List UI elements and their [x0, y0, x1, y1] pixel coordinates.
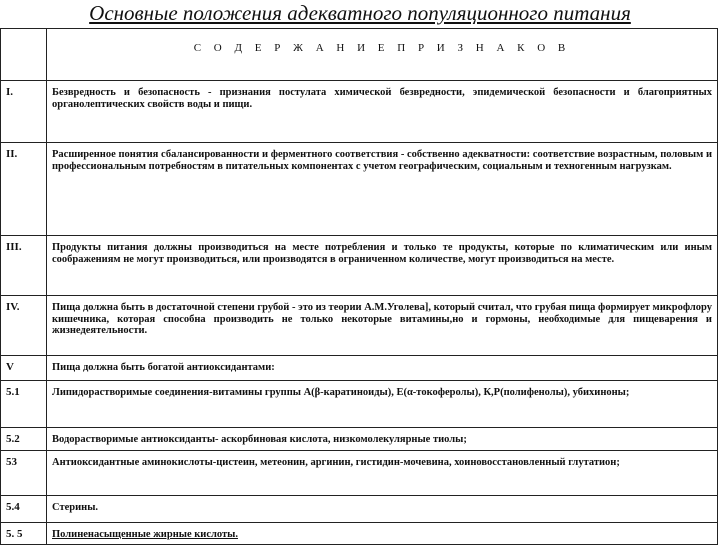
- principles-table: [0, 28, 718, 545]
- table-header-row: [1, 29, 718, 81]
- table-row: [1, 428, 718, 451]
- table-row: [1, 451, 718, 496]
- row-number: V: [1, 356, 47, 381]
- row-number: 5.2: [1, 428, 47, 451]
- row-text: Водорастворимые антиоксиданты- аскорбиновая кислота, низкомолекулярные тиолы;: [47, 428, 718, 451]
- row-text-underlined: Полиненасыщенные жирные кислоты.: [52, 529, 238, 540]
- table-row: [1, 381, 718, 428]
- row-text: [47, 523, 718, 545]
- row-text: Безвредность и безопасность - признания постулата химической безвредности, эпидемической безопасности и благоприятных органолептических свойств воды и пищи.: [47, 81, 718, 143]
- row-number: 5.1: [1, 381, 47, 428]
- row-number: I.: [1, 81, 47, 143]
- page-title: Основные положения адекватного популяционного питания: [89, 1, 631, 25]
- table-row: [1, 81, 718, 143]
- row-number: II.: [1, 143, 47, 236]
- row-number: 5. 5: [1, 523, 47, 545]
- row-number: 53: [1, 451, 47, 496]
- table-row: [1, 356, 718, 381]
- row-text: Расширенное понятия сбалансированности и ферментного соответствия - собственно адекватности: соответствие возрастным, половым и профессиональным потребностям в питательных компонентах с учетом географическим, социальным и техногенным нагрузкам.: [47, 143, 718, 236]
- table-row: [1, 523, 718, 545]
- table-row: [1, 496, 718, 523]
- table-header: С О Д Е Р Ж А Н И Е П Р И З Н А К О В: [47, 29, 718, 81]
- row-text: Продукты питания должны производиться на месте потребления и только те продукты, которые по климатическим или иным соображениям не могут производиться, или производятся в ограниченном количестве, могут производиться на месте.: [47, 236, 718, 296]
- row-number: III.: [1, 236, 47, 296]
- row-text: Пища должна быть богатой антиоксидантами:: [47, 356, 718, 381]
- row-text: Пища должна быть в достаточной степени грубой - это из теории А.М.Уголева], который считал, что грубая пища формирует микрофлору кишечника, которая способна производить не только некоторые витамины,но и гормоны, необходимые для пищеварения и жизнедеятельности.: [47, 296, 718, 356]
- table-row: [1, 236, 718, 296]
- header-empty-cell: [1, 29, 47, 81]
- table-row: [1, 143, 718, 236]
- row-number: 5.4: [1, 496, 47, 523]
- row-text: Антиоксидантные аминокислоты-цистеин, метеонин, аргинин, гистидин-мочевина, хоиновосстановленный глутатион;: [47, 451, 718, 496]
- row-text: Стерины.: [47, 496, 718, 523]
- row-number: IV.: [1, 296, 47, 356]
- row-text: Липидорастворимые соединения-витамины группы А(β-каратиноиды), Е(α-токоферолы), К,Р(полифенолы), убихиноны;: [47, 381, 718, 428]
- table-row: [1, 296, 718, 356]
